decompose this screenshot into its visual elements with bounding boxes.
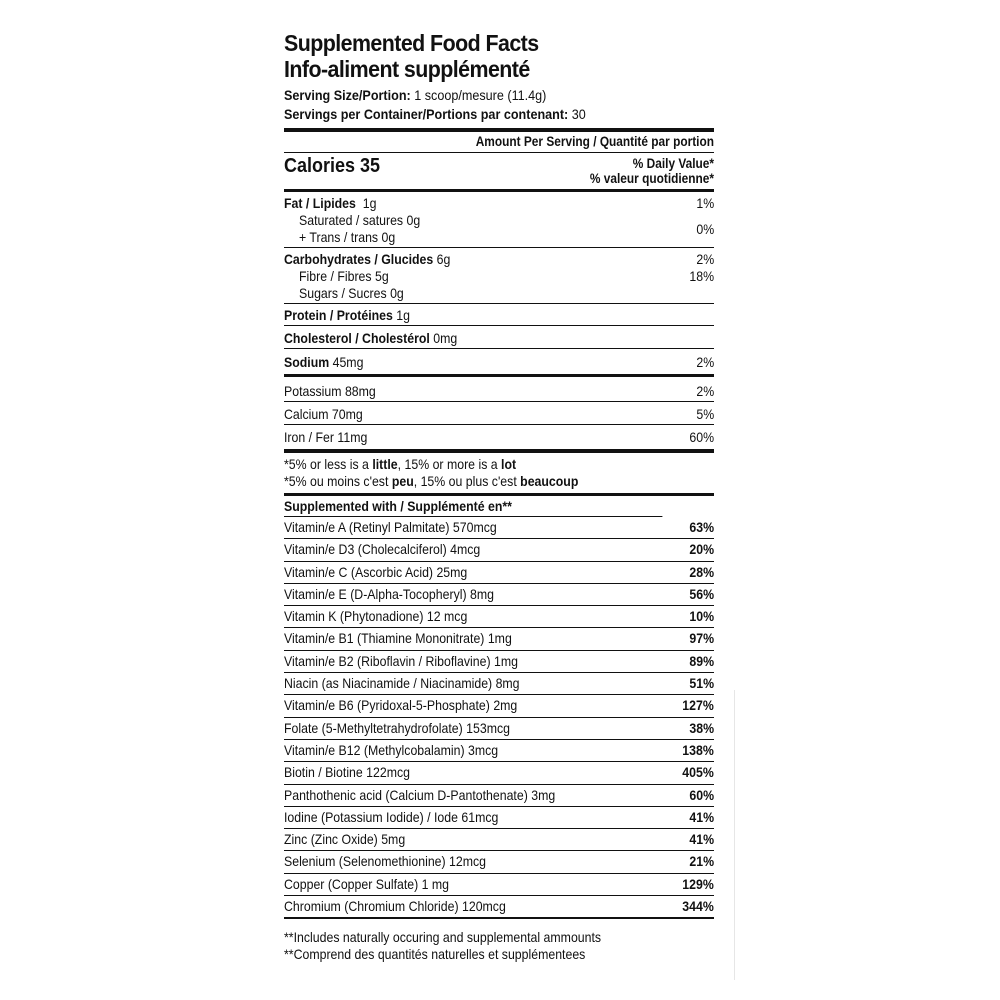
footnote-en: **Includes naturally occuring and supplemental ammounts <box>284 929 602 946</box>
trans-dv: 0% <box>696 221 714 237</box>
vitamin-label: Vitamin/e B2 (Riboflavin / Riboflavine) 1mg <box>284 652 518 669</box>
sugars-row <box>284 285 714 302</box>
daily-value-fr: % valeur quotidienne* <box>589 171 714 186</box>
title-en: Supplemented Food Facts <box>284 30 539 56</box>
vitamin-row <box>284 851 714 873</box>
vitamin-dv: 344% <box>682 898 714 915</box>
mineral-dv: 2% <box>696 383 714 399</box>
vitamin-label: Panthothenic acid (Calcium D-Pantothenate) 3mg <box>284 786 556 803</box>
vitamin-row <box>284 829 714 851</box>
vitamin-dv: 138% <box>682 741 714 758</box>
daily-value-header <box>590 153 714 189</box>
vitamin-label: Selenium (Selenomethionine) 12mcg <box>284 853 487 870</box>
mineral-row <box>284 425 714 447</box>
servings-label: Servings per Container/Portions par contenant: <box>284 106 569 122</box>
vitamin-label: Vitamin/e C (Ascorbic Acid) 25mg <box>284 563 468 580</box>
vitamin-label: Vitamin/e B6 (Pyridoxal-5-Phosphate) 2mg <box>284 697 518 714</box>
serving-size <box>284 86 671 105</box>
vitamin-row <box>284 896 714 919</box>
amount-per-serving: Amount Per Serving / Quantité par portion <box>475 134 714 149</box>
vitamin-row <box>284 807 714 829</box>
title-fr: Info-aliment supplémenté <box>284 56 530 82</box>
daily-value-en: % Daily Value* <box>632 156 714 171</box>
vitamin-row <box>284 517 714 539</box>
vitamin-label: Copper (Copper Sulfate) 1 mg <box>284 875 450 892</box>
carbs-dv: 2% <box>696 251 714 267</box>
vitamin-row <box>284 628 714 650</box>
vitamin-label: Biotin / Biotine 122mcg <box>284 764 411 781</box>
saturated-row <box>284 212 714 229</box>
sodium-amount: 45mg <box>332 354 364 370</box>
vitamin-label: Iodine (Potassium Iodide) / Iode 61mcg <box>284 808 499 825</box>
fat-label: Fat / Lipides <box>284 195 356 211</box>
fat-row <box>284 194 714 212</box>
calories-row <box>284 153 714 189</box>
serving-size-value: 1 scoop/mesure (11.4g) <box>414 87 547 103</box>
vitamin-row <box>284 762 714 784</box>
dv-note <box>284 453 714 493</box>
fibre-dv: 18% <box>689 268 714 284</box>
vitamin-dv: 41% <box>689 831 714 848</box>
vitamin-row <box>284 740 714 762</box>
sugars-label: Sugars / Sucres 0g <box>299 285 404 301</box>
sodium-dv: 2% <box>696 354 714 370</box>
vitamin-dv: 28% <box>689 563 714 580</box>
vitamin-label: Vitamin/e E (D-Alpha-Tocopheryl) 8mg <box>284 585 494 602</box>
protein-amount: 1g <box>396 307 410 323</box>
dv-note-fr: *5% ou moins c'est peu, 15% ou plus c'est beaucoup <box>284 473 579 489</box>
servings-value: 30 <box>571 106 586 122</box>
vitamin-dv: 20% <box>689 541 714 558</box>
vitamin-dv: 60% <box>689 786 714 803</box>
mineral-row <box>284 377 714 401</box>
vitamin-row <box>284 874 714 896</box>
vitamin-dv: 89% <box>689 652 714 669</box>
vitamin-label: Vitamin/e A (Retinyl Palmitate) 570mcg <box>284 519 497 535</box>
vitamin-dv: 97% <box>689 630 714 647</box>
vitamin-row <box>284 695 714 717</box>
carbs-row <box>284 250 714 268</box>
vitamin-row <box>284 562 714 584</box>
cholesterol-label: Cholesterol / Cholestérol <box>284 330 430 346</box>
mineral-label: Iron / Fer 11mg <box>284 429 368 445</box>
carbs-amount: 6g <box>436 251 451 267</box>
cholesterol-row <box>284 326 714 348</box>
trans-label: + Trans / trans 0g <box>299 229 396 245</box>
vitamin-label: Chromium (Chromium Chloride) 120mcg <box>284 898 506 915</box>
mineral-label: Calcium 70mg <box>284 406 363 422</box>
sodium-label: Sodium <box>284 354 330 370</box>
vitamin-label: Zinc (Zinc Oxide) 5mg <box>284 831 406 848</box>
calories-label: Calories 35 <box>284 155 381 177</box>
vitamin-row <box>284 785 714 807</box>
vitamin-label: Vitamin/e B1 (Thiamine Mononitrate) 1mg <box>284 630 512 647</box>
footnotes <box>284 929 714 963</box>
servings-per-container <box>284 105 671 124</box>
mineral-dv: 5% <box>696 406 714 422</box>
vitamin-label: Vitamin K (Phytonadione) 12 mcg <box>284 608 468 625</box>
cholesterol-amount: 0mg <box>433 330 458 346</box>
dv-note-en: *5% or less is a little, 15% or more is a lot <box>284 456 517 472</box>
vitamin-dv: 10% <box>689 608 714 625</box>
vitamin-label: Niacin (as Niacinamide / Niacinamide) 8mg <box>284 675 520 692</box>
vitamin-label: Folate (5-Methyltetrahydrofolate) 153mcg <box>284 719 510 736</box>
serving-size-label: Serving Size/Portion: <box>284 87 411 103</box>
sodium-row <box>284 349 714 372</box>
vitamin-dv: 51% <box>689 675 714 692</box>
mineral-label: Potassium 88mg <box>284 383 376 399</box>
vitamin-row <box>284 718 714 740</box>
carbs-label: Carbohydrates / Glucides <box>284 251 434 267</box>
vitamin-label: Vitamin/e D3 (Cholecalciferol) 4mcg <box>284 541 481 558</box>
fat-block <box>284 192 714 247</box>
protein-label: Protein / Protéines <box>284 307 393 323</box>
vitamin-dv: 405% <box>682 764 714 781</box>
vitamin-dv: 127% <box>682 697 714 714</box>
fat-dv: 1% <box>696 195 714 211</box>
saturated-label: Saturated / satures 0g <box>299 212 421 228</box>
mineral-row <box>284 402 714 424</box>
footnote-fr: **Comprend des quantités naturelles et supplémentees <box>284 946 586 963</box>
vitamin-row <box>284 539 714 561</box>
fibre-row <box>284 268 714 285</box>
vitamin-row <box>284 606 714 628</box>
fibre-label: Fibre / Fibres 5g <box>299 268 389 284</box>
mineral-dv: 60% <box>689 429 714 445</box>
vitamin-dv: 63% <box>689 519 714 535</box>
vitamin-row <box>284 651 714 673</box>
fat-amount: 1g <box>362 195 377 211</box>
protein-row <box>284 304 714 325</box>
carbs-block <box>284 248 714 303</box>
vitamin-row <box>284 584 714 606</box>
supplemented-header: Supplemented with / Supplémenté en** <box>284 496 662 517</box>
vitamin-dv: 129% <box>682 875 714 892</box>
vitamin-row <box>284 673 714 695</box>
trans-row <box>284 221 714 246</box>
vitamin-dv: 38% <box>689 719 714 736</box>
supplemented-food-facts-panel <box>284 30 714 963</box>
vitamin-dv: 41% <box>689 808 714 825</box>
vitamin-dv: 56% <box>689 585 714 602</box>
vitamin-label: Vitamin/e B12 (Methylcobalamin) 3mcg <box>284 741 499 758</box>
vitamin-dv: 21% <box>689 853 714 870</box>
panel-edge-line <box>734 690 735 980</box>
vitamin-list <box>284 517 714 919</box>
